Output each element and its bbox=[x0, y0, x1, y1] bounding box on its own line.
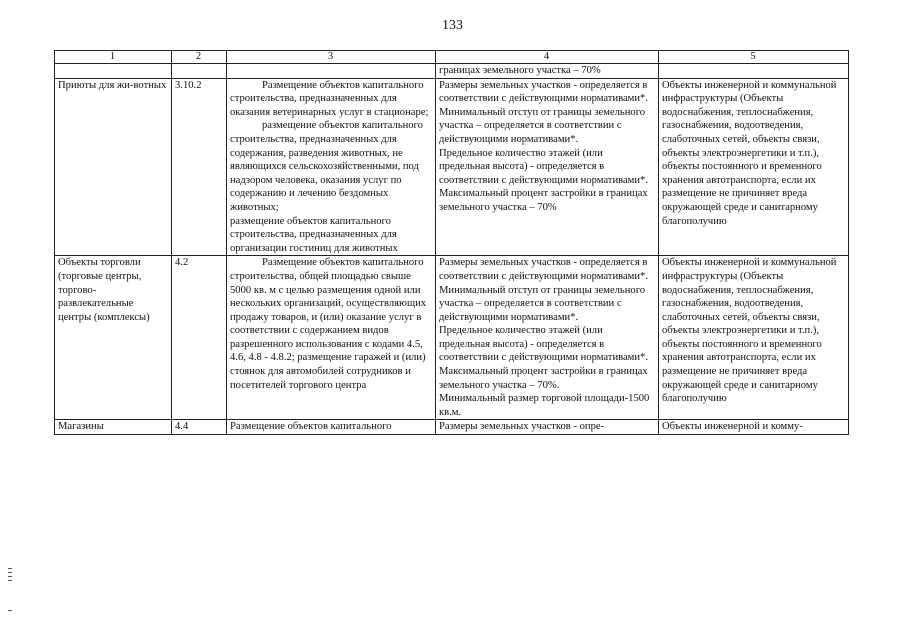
description-paragraph: Размещение объектов капитального bbox=[230, 421, 392, 433]
object-name: Объекты торговли (торговые центры, торгово-развлекательные центры (комплексы) bbox=[58, 257, 150, 323]
auxiliary-cell bbox=[659, 78, 849, 256]
parameters-cell bbox=[436, 420, 659, 435]
parameters-cell bbox=[436, 256, 659, 420]
table-row bbox=[55, 256, 849, 420]
use-code: 4.2 bbox=[175, 257, 189, 269]
auxiliary-cell bbox=[659, 420, 849, 435]
header-cell: 5 bbox=[659, 51, 849, 64]
table-header-row bbox=[55, 51, 849, 64]
code-cell bbox=[172, 420, 227, 435]
auxiliary-cell bbox=[659, 256, 849, 420]
margin-tick-marks bbox=[8, 568, 12, 584]
object-name-cell bbox=[55, 256, 172, 420]
parameter-item: Минимальный отступ от границы земельного участка – определяется в соответствии с действующими нормативами*. bbox=[439, 106, 646, 145]
parameter-item: Минимальный размер торговой площади-1500 кв.м. bbox=[439, 393, 650, 418]
auxiliary-text: Объекты инженерной и коммунальной инфраструктуры (Объекты водоснабжения, теплоснабжения, газоснабжения, водоотведения, слаботочных сетей, объекты связи, объекты электроэнергетики и т.п.), объекты постоянного и временного хранения автотранспорта, если их размещение не причиняет вреда окружающей среде и санитарному благополучию bbox=[662, 257, 837, 405]
object-name: Приюты для жи-вотных bbox=[58, 79, 167, 91]
parameter-item: Минимальный отступ от границы земельного участка – определяется в соответствии с действующими нормативами*. bbox=[439, 284, 646, 323]
use-code: 4.4 bbox=[175, 421, 189, 433]
parameters-cell bbox=[436, 78, 659, 256]
description-cell bbox=[227, 256, 436, 420]
auxiliary-text: Объекты инженерной и коммунальной инфраструктуры (Объекты водоснабжения, теплоснабжения, газоснабжения, водоотведения, слаботочных сетей, объекты связи, объекты электроэнергетики и т.п.), объекты постоянного и временного хранения автотранспорта, если их размещение не причиняет вреда окружающей среде и санитарному благополучию bbox=[662, 79, 837, 227]
parameter-item: Размеры земельных участков - определяется в соответствии с действующими нормативами*. bbox=[439, 79, 648, 105]
parameter-item: Максимальный процент застройки в границах земельного участка – 70%. bbox=[439, 366, 648, 391]
parameter-item: Размеры земельных участков - опре- bbox=[439, 421, 605, 433]
code-cell bbox=[172, 78, 227, 256]
object-name-cell bbox=[55, 78, 172, 256]
margin-tick-mark bbox=[8, 610, 12, 611]
continued-text: границах земельного участка – 70% bbox=[436, 64, 659, 79]
parameter-item: Максимальный процент застройки в границах земельного участка – 70% bbox=[439, 188, 648, 213]
code-cell bbox=[172, 256, 227, 420]
header-cell: 3 bbox=[227, 51, 436, 64]
header-cell: 4 bbox=[436, 51, 659, 64]
page-number: 133 bbox=[442, 18, 463, 33]
parameter-item: Размеры земельных участков - определяется в соответствии с действующими нормативами*. bbox=[439, 257, 648, 282]
parameter-item: Предельное количество этажей (или предельная высота) - определяется в соответствии с действующими нормативами*. bbox=[439, 325, 648, 364]
description-paragraph: размещение объектов капитального строительства, предназначенных для содержания, разведения животных, не являющихся сельскохозяйственными, под надзором человека, оказания услуг по содержанию и лечению бездомных животных; bbox=[230, 120, 423, 213]
header-cell: 2 bbox=[172, 51, 227, 64]
table-row bbox=[55, 420, 849, 435]
use-code: 3.10.2 bbox=[175, 79, 202, 91]
description-paragraph: Размещение объектов капитального строительства, предназначенных для оказания ветеринарных услуг в стационаре; bbox=[230, 79, 429, 118]
description-paragraph: Размещение объектов капитального строительства, общей площадью свыше 5000 кв. м с целью размещения одной или нескольких организаций, осуществляющих продажу товаров, и (или) оказание услуг в соответствии с содержанием видов разрешенного использования с кодами 4.5, 4.6, 4.8 - 4.8.2; размещение гаражей и (или) стоянок для автомобилей сотрудников и посетителей торгового центра bbox=[230, 257, 427, 391]
object-name-cell bbox=[55, 420, 172, 435]
auxiliary-text: Объекты инженерной и комму- bbox=[662, 421, 803, 433]
land-use-table bbox=[54, 50, 849, 435]
object-name: Магазины bbox=[58, 421, 104, 433]
table-row bbox=[55, 78, 849, 256]
description-cell bbox=[227, 420, 436, 435]
parameter-item: Предельное количество этажей (или предельная высота) - определяется в соответствии с действующими нормативами*. bbox=[439, 147, 648, 186]
description-cell bbox=[227, 78, 436, 256]
header-cell: 1 bbox=[55, 51, 172, 64]
description-paragraph: размещение объектов капитального строительства, предназначенных для организации гостиниц для животных bbox=[230, 215, 398, 254]
continuation-row bbox=[55, 64, 849, 79]
